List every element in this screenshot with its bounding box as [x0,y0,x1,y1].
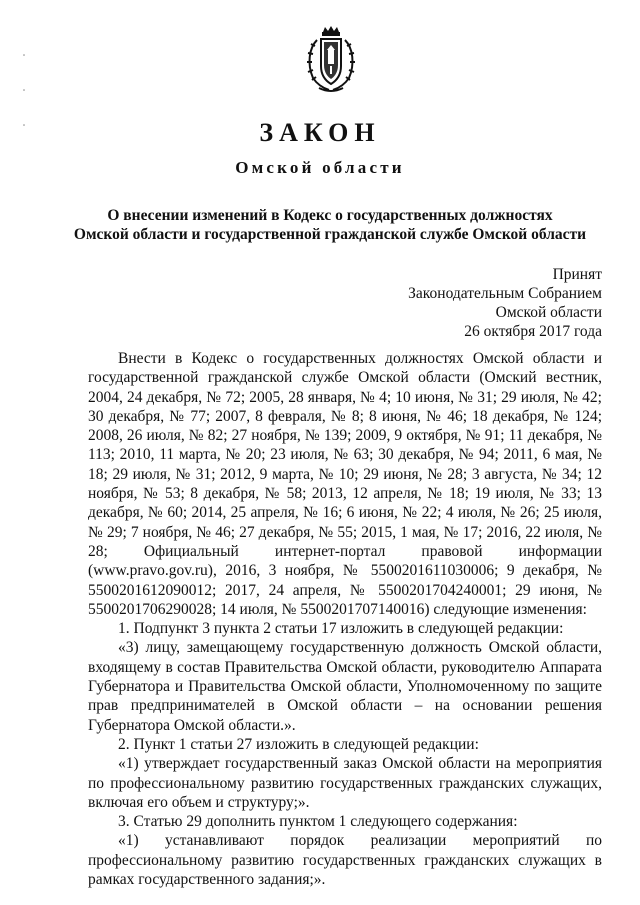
amendment-text-1: «3) лицу, замещающему государственную должность Омской области, входящему в состав Правительства Омской области, руководителю Аппарата Губернатора и Правительства Омской области, Уполномоченному по защите прав предпринимателей в Омской области – на основании решения Губернатора Омской области.». [88,639,602,734]
document-title: ЗАКОН [259,118,381,147]
acceptance-line: Омской области [495,304,602,321]
omsk-coat-of-arms-icon [303,26,359,96]
acceptance-block [408,265,602,341]
amendment-item-3: 3. Статью 29 дополнить пунктом 1 следующего содержания: [118,813,518,831]
intro-paragraph: Внести в Кодекс о государственных должностях Омской области и государственной гражданской службе Омской области (Омский вестник, 2004, 24 декабря, № 72; 2005, 28 января, № 4; 10 июня, № 31; 29 июля, № 42; 30 декабря, № 77; 2007, 8 февраля, № 8; 8 июня, № 46; 18 декабря, № 124; 2008, 26 июля, № 82; 27 ноября, № 139; 2009, 9 октября, № 91; 11 декабря, № 113; 2010, 11 марта, № 20; 23 июля, № 63; 30 декабря, № 94; 2011, 6 мая, № 18; 29 июля, № 31; 2012, 9 марта, № 10; 29 июня, № 28; 3 августа, № 34; 12 ноября, № 53; 8 декабря, № 58; 2013, 12 апреля, № 18; 19 июля, № 33; 13 декабря, № 60; 2014, 25 апреля, № 16; 6 июня, № 22; 4 июля, № 26; 25 июля, № 29; 7 ноября, № 46; 27 декабря, № 55; 2015, 1 мая, № 17; 2016, 22 июля, № 28; Официальный интернет-портал правовой информации (www.pravo.gov.ru), 2016, 3 ноября, № 5500201611030006; 9 декабря, № 5500201612090012; 2017, 24 апреля, № 5500201704240001; 29 июня, № 5500201706290028; 14 июля, № 5500201707140016) следующие изменения: [88,350,602,618]
law-heading-line-1: О внесении изменений в Кодекс о государственных должностях [107,207,553,224]
acceptance-line: Принят [552,266,602,283]
document-subtitle: Омской области [235,158,405,177]
amendment-item-2: 2. Пункт 1 статьи 27 изложить в следующей редакции: [118,735,479,753]
law-heading [60,206,600,244]
law-body [88,349,602,889]
acceptance-date: 26 октября 2017 года [464,323,602,340]
acceptance-line: Законодательным Собранием [408,285,602,302]
amendment-item-1: 1. Подпункт 3 пункта 2 статьи 17 изложить в следующей редакции: [118,620,564,638]
amendment-text-3: «1) устанавливают порядок реализации мероприятий по профессиональному развитию государственных гражданских служащих в рамках государственного задания;». [88,832,602,889]
law-heading-line-2: Омской области и государственной гражданской службе Омской области [73,226,587,243]
amendment-text-2: «1) утверждает государственный заказ Омской области на мероприятия по профессиональному развитию государственных гражданских служащих, включая его объем и структуру;». [88,755,602,811]
